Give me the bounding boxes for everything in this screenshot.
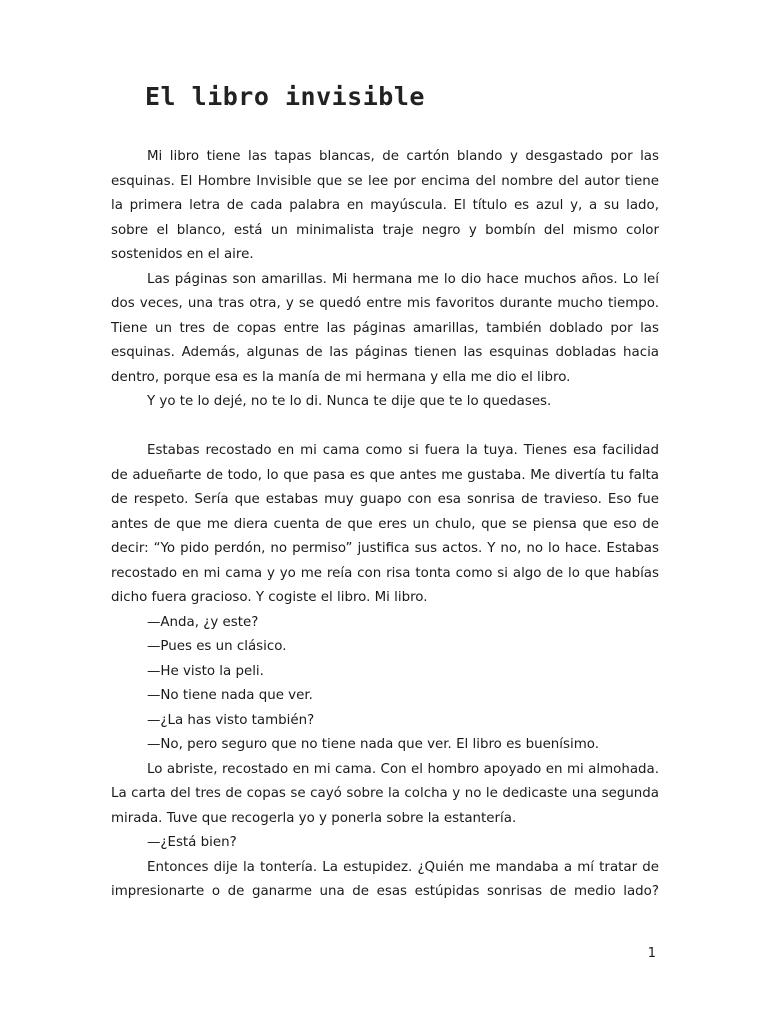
paragraph: Estabas recostado en mi cama como si fuera la tuya. Tienes esa facilidad de adueñarte de todo, lo que pasa es que antes me gustaba. Me divertía tu falta de respeto. Sería que estabas muy guapo con esa sonrisa de travieso. Eso fue antes de que me diera cuenta de que eres un chulo, que se piensa que eso de decir: “Yo pido perdón, no permiso” justifica sus actos. Y no, no lo hace. Estabas recostado en mi cama y yo me reía con risa tonta como si algo de lo que habías dicho fuera gracioso. Y cogiste el libro. Mi libro.	[111, 443, 659, 605]
dialogue-line: —No, pero seguro que no tiene nada que ver. El libro es buenísimo.	[147, 737, 599, 752]
dialogue-line: —Anda, ¿y este?	[147, 614, 259, 630]
dialogue-line: —¿Está bien?	[147, 835, 237, 850]
dialogue-line: —He visto la peli.	[147, 663, 264, 679]
paragraph: Y yo te lo dejé, no te lo di. Nunca te dije que te lo quedases.	[147, 394, 552, 409]
section-break	[111, 415, 659, 440]
document-body	[111, 145, 659, 905]
dialogue-line: —No tiene nada que ver.	[147, 688, 313, 703]
paragraph: Las páginas son amarillas. Mi hermana me lo dio hace muchos años. Lo leí dos veces, una tras otra, y se quedó entre mis favoritos durante mucho tiempo. Tiene un tres de copas entre las páginas amarillas, también doblado por las esquinas. Además, algunas de las páginas tienen las esquinas dobladas hacia dentro, porque esa es la manía de mi hermana y ella me dio el libro.	[111, 271, 659, 385]
document-title: El libro invisible	[145, 82, 425, 111]
page-number: 1	[647, 946, 656, 961]
dialogue-line: —Pues es un clásico.	[147, 639, 287, 654]
paragraph: Lo abriste, recostado en mi cama. Con el hombro apoyado en mi almohada. La carta del tres de copas se cayó sobre la colcha y no le dedicaste una segunda mirada. Tuve que recogerla yo y ponerla sobre la estantería.	[111, 761, 659, 826]
paragraph: Entonces dije la tontería. La estupidez. ¿Quién me mandaba a mí tratar de impresionarte o de ganarme una de esas estúpidas sonrisas de medio lado?	[111, 859, 659, 899]
paragraph: Mi libro tiene las tapas blancas, de cartón blando y desgastado por las esquinas. El Hombre Invisible que se lee por encima del nombre del autor tiene la primera letra de cada palabra en mayúscula. El título es azul y, a su lado, sobre el blanco, está un minimalista traje negro y bombín del mismo color sostenidos en el aire.	[111, 149, 659, 262]
dialogue-line: —¿La has visto también?	[147, 712, 315, 728]
